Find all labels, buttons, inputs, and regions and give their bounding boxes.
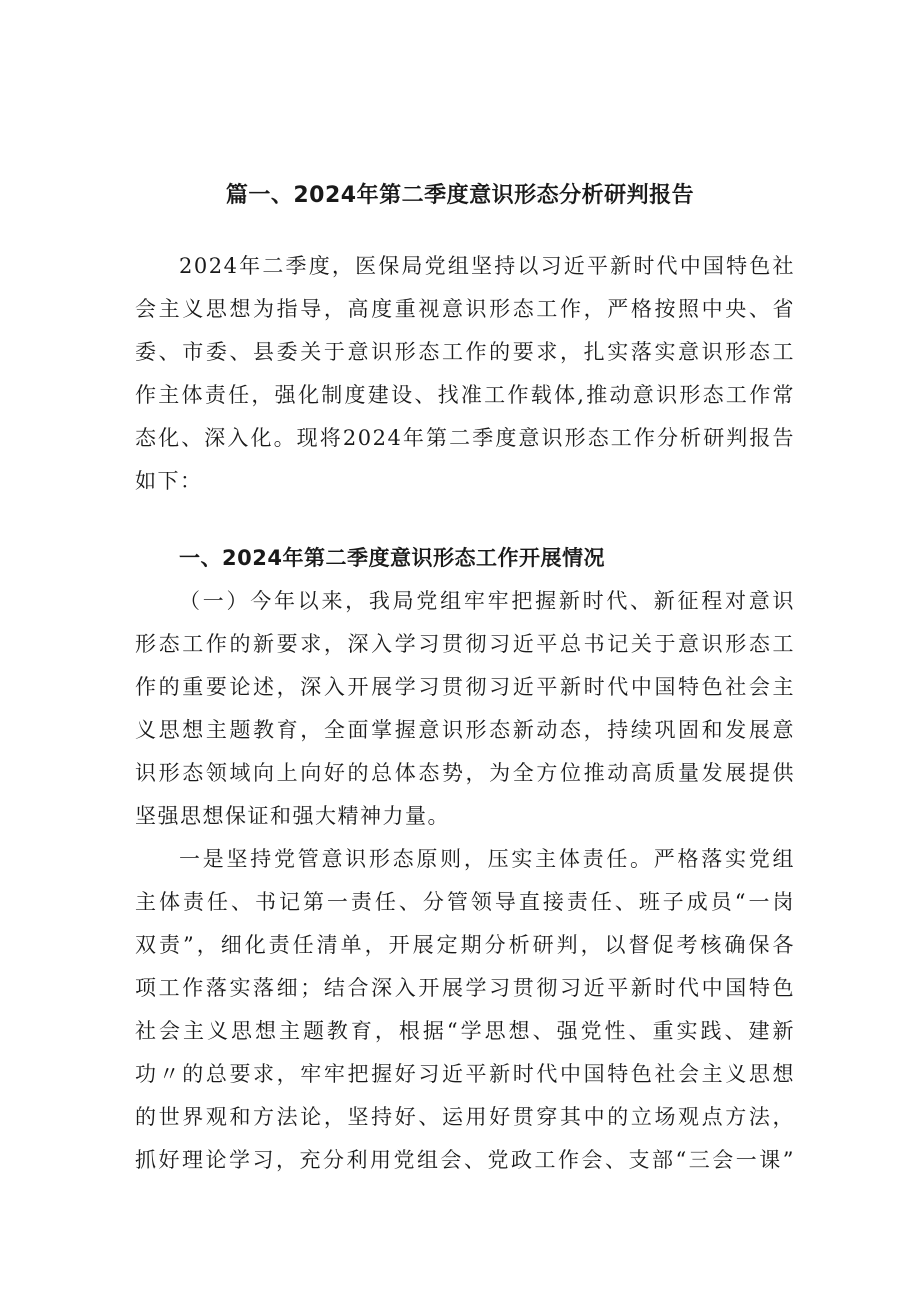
text-line: 的世界观和方法论，坚持好、运用好贯穿其中的立场观点方法， (135, 1105, 795, 1129)
section-paragraph-2 (135, 838, 795, 1182)
section-heading: 一、2024年第二季度意识形态工作开展情况 (179, 546, 605, 570)
intro-paragraph (135, 245, 795, 503)
section-paragraph-1 (135, 580, 795, 838)
text-line: 一是坚持党管意识形态原则，压实主体责任。严格落实党组 (179, 847, 795, 871)
text-line: 态化、深入化。现将2024年第二季度意识形态工作分析研判报告 (135, 426, 795, 450)
text-line: 作主体责任，强化制度建设、找准工作载体,推动意识形态工作常 (135, 383, 795, 407)
text-line: 2024年二季度，医保局党组坚持以习近平新时代中国特色社 (179, 254, 795, 278)
text-line: 作的重要论述，深入开展学习贯彻习近平新时代中国特色社会主 (135, 675, 795, 699)
text-line: 如下： (135, 469, 203, 493)
text-line: 抓好理论学习，充分利用党组会、党政工作会、支部“三会一课” (135, 1148, 795, 1172)
text-line: 功〃的总要求，牢牢把握好习近平新时代中国特色社会主义思想 (135, 1062, 795, 1086)
text-line: 义思想主题教育，全面掌握意识形态新动态，持续巩固和发展意 (135, 718, 795, 742)
text-line: 委、市委、县委关于意识形态工作的要求，扎实落实意识形态工 (135, 340, 795, 364)
text-line: 主体责任、书记第一责任、分管领导直接责任、班子成员“一岗 (135, 890, 795, 914)
text-line: 会主义思想为指导，高度重视意识形态工作，严格按照中央、省 (135, 297, 795, 321)
document-title: 篇一、2024年第二季度意识形态分析研判报告 (225, 183, 695, 208)
text-line: 项工作落实落细；结合深入开展学习贯彻习近平新时代中国特色 (135, 976, 795, 1000)
text-line: 形态工作的新要求，深入学习贯彻习近平总书记关于意识形态工 (135, 632, 795, 656)
text-line: 双责”，细化责任清单，开展定期分析研判，以督促考核确保各 (135, 933, 795, 957)
text-line: （一）今年以来，我局党组牢牢把握新时代、新征程对意识 (179, 589, 795, 613)
text-line: 识形态领域向上向好的总体态势，为全方位推动高质量发展提供 (135, 761, 795, 785)
text-line: 社会主义思想主题教育，根据“学思想、强党性、重实践、建新 (135, 1019, 795, 1043)
text-line: 坚强思想保证和强大精神力量。 (135, 804, 450, 828)
